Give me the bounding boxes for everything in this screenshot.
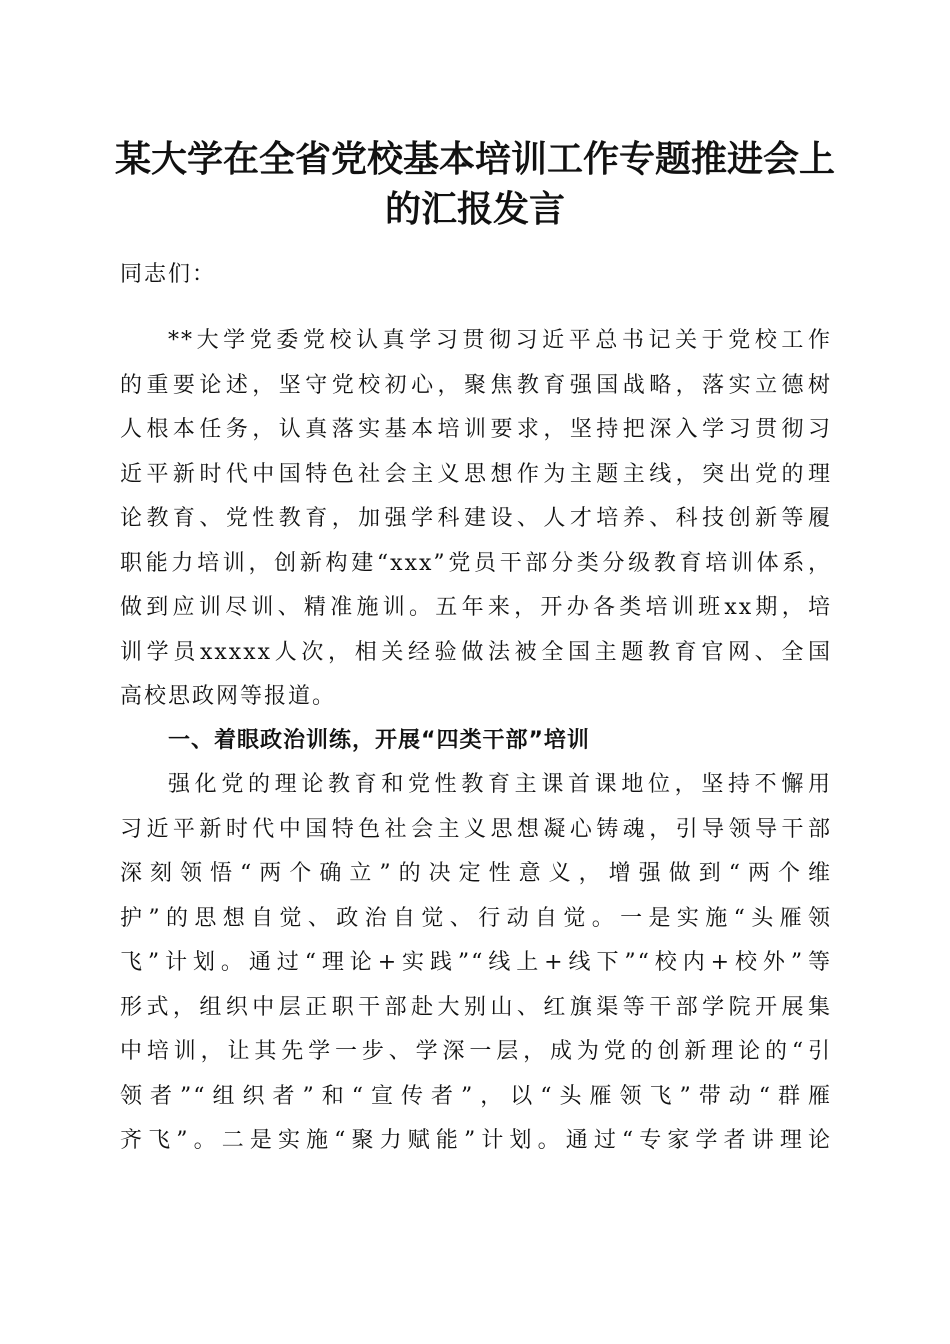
paragraph-line: 做到应训尽训、精准施训。五年来，开办各类培训班xx期，培 [120,595,832,620]
paragraph-line: 形式，组织中层正职干部赴大别山、红旗渠等干部学院开展集 [120,994,832,1020]
document-title-line-2: 的汇报发言 [384,188,565,230]
paragraph-line: 强化党的理论教育和党性教育主课首课地位，坚持不懈用 [168,772,832,797]
greeting: 同志们： [120,262,217,287]
paragraph-line: 齐飞”。二是实施“聚力赋能”计划。通过“专家学者讲理论 [120,1128,832,1153]
paragraph-line: 训学员xxxxx人次，相关经验做法被全国主题教育官网、全国 [120,639,832,665]
paragraph-intro [120,319,832,720]
paragraph-line: 飞”计划。通过“理论+实践”“线上+线下”“校内+校外”等 [120,950,832,975]
paragraph-line: 高校思政网等报道。 [120,684,337,709]
paragraph-line: 职能力培训，创新构建“xxx”党员干部分类分级教育培训体系， [120,550,832,576]
paragraph-line: 近平新时代中国特色社会主义思想作为主题主线，突出党的理 [120,461,832,487]
paragraph-line: **大学党委党校认真学习贯彻习近平总书记关于党校工作 [168,328,832,353]
paragraph-line: 领者”“组织者”和“宣传者”，以“头雁领飞”带动“群雁 [120,1083,832,1109]
paragraph-line: 中培训，让其先学一步、学深一层，成为党的创新理论的“引 [120,1039,832,1064]
document-title-line-1: 某大学在全省党校基本培训工作专题推进会上 [114,138,835,180]
paragraph-section-1 [120,763,832,1164]
paragraph-line: 深刻领悟“两个确立”的决定性意义，增强做到“两个维 [120,861,832,886]
paragraph-line: 人根本任务，认真落实基本培训要求，坚持把深入学习贯彻习 [120,417,832,442]
paragraph-line: 护”的思想自觉、政治自觉、行动自觉。一是实施“头雁领 [120,905,832,931]
section-heading-1: 一、着眼政治训练，开展“四类干部”培训 [168,728,590,753]
paragraph-line: 习近平新时代中国特色社会主义思想凝心铸魂，引导领导干部 [120,816,832,842]
paragraph-line: 的重要论述，坚守党校初心，聚焦教育强国战略，落实立德树 [120,372,832,398]
paragraph-line: 论教育、党性教育，加强学科建设、人才培养、科技创新等履 [120,506,832,531]
